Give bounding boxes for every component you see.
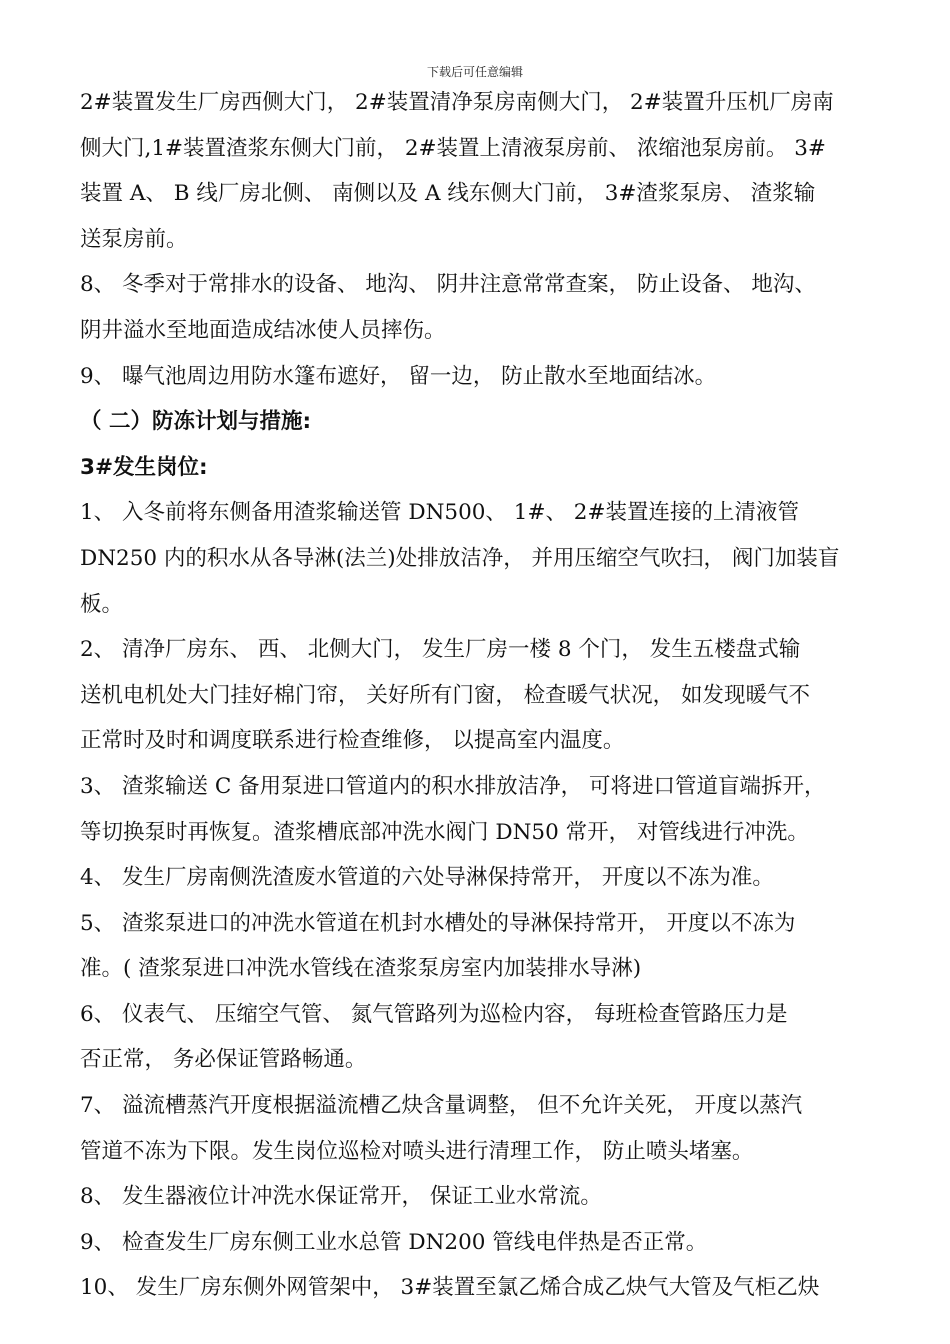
text-line: 等切换泵时再恢复。渣浆槽底部冲洗水阀门 DN50 常开， 对管线进行冲洗。 <box>80 819 809 845</box>
list-item-10: 10、 发生厂房东侧外网管架中， 3#装置至氯乙烯合成乙炔气大管及气柜乙炔 <box>80 1275 820 1301</box>
list-item-8: 8、 冬季对于常排水的设备、 地沟、 阴井注意常常查案， 防止设备、 地沟、 <box>80 272 816 298</box>
list-item-9: 9、 曝气池周边用防水篷布遮好， 留一边， 防止散水至地面结冰。 <box>80 363 717 389</box>
text-line: 送泵房前。 <box>80 226 188 252</box>
text-line: 否正常， 务必保证管路畅通。 <box>80 1047 367 1073</box>
list-item-5: 5、 渣浆泵进口的冲洗水管道在机封水槽处的导淋保持常开， 开度以不冻为 <box>80 910 796 936</box>
text-line: 侧大门,1#装置渣浆东侧大门前， 2#装置上清液泵房前、 浓缩池泵房前。 3# <box>80 135 826 161</box>
text-line: 管道不冻为下限。发生岗位巡检对喷头进行清理工作， 防止喷头堵塞。 <box>80 1138 754 1164</box>
list-item-7: 7、 溢流槽蒸汽开度根据溢流槽乙炔含量调整， 但不允许关死， 开度以蒸汽 <box>80 1093 803 1119</box>
list-item-8b: 8、 发生器液位计冲洗水保证常开， 保证工业水常流。 <box>80 1184 602 1210</box>
document-body <box>80 80 880 1311</box>
text-line: DN250 内的积水从各导淋(法兰)处排放洁净， 并用压缩空气吹扫， 阀门加装盲 <box>80 545 840 571</box>
page-header: 下载后可任意编辑 <box>426 65 523 79</box>
list-item-2: 2、 清净厂房东、 西、 北侧大门， 发生厂房一楼 8 个门， 发生五楼盘式输 <box>80 637 801 663</box>
list-item-1: 1、 入冬前将东侧备用渣浆输送管 DN500、 1#、 2#装置连接的上清液管 <box>80 500 799 526</box>
text-line: 准。( 渣浆泵进口冲洗水管线在渣浆泵房室内加装排水导淋) <box>80 956 642 982</box>
section-heading: （ 二）防冻计划与措施: <box>80 409 312 435</box>
list-item-4: 4、 发生厂房南侧洗渣废水管道的六处导淋保持常开， 开度以不冻为准。 <box>80 865 774 891</box>
list-item-6: 6、 仪表气、 压缩空气管、 氮气管路列为巡检内容， 每班检查管路压力是 <box>80 1001 788 1027</box>
text-line: 阴井溢水至地面造成结冰使人员摔伤。 <box>80 317 446 343</box>
text-line: 2#装置发生厂房西侧大门， 2#装置清净泵房南侧大门， 2#装置升压机厂房南 <box>80 90 834 115</box>
list-item-9b: 9、 检查发生厂房东侧工业水总管 DN200 管线电伴热是否正常。 <box>80 1229 708 1255</box>
text-line: 正常时及时和调度联系进行检查维修， 以提高室内温度。 <box>80 728 625 754</box>
text-line: 装置 A、 B 线厂房北侧、 南侧以及 A 线东侧大门前， 3#渣浆泵房、 渣浆输 <box>80 181 816 207</box>
list-item-3: 3、 渣浆输送 C 备用泵进口管道内的积水排放洁净， 可将进口管道盲端拆开， <box>80 773 826 799</box>
text-line: 送机电机处大门挂好棉门帘， 关好所有门窗， 检查暖气状况， 如发现暖气不 <box>80 682 811 708</box>
text-line: 板。 <box>80 591 124 617</box>
subsection-heading: 3#发生岗位: <box>80 454 208 480</box>
